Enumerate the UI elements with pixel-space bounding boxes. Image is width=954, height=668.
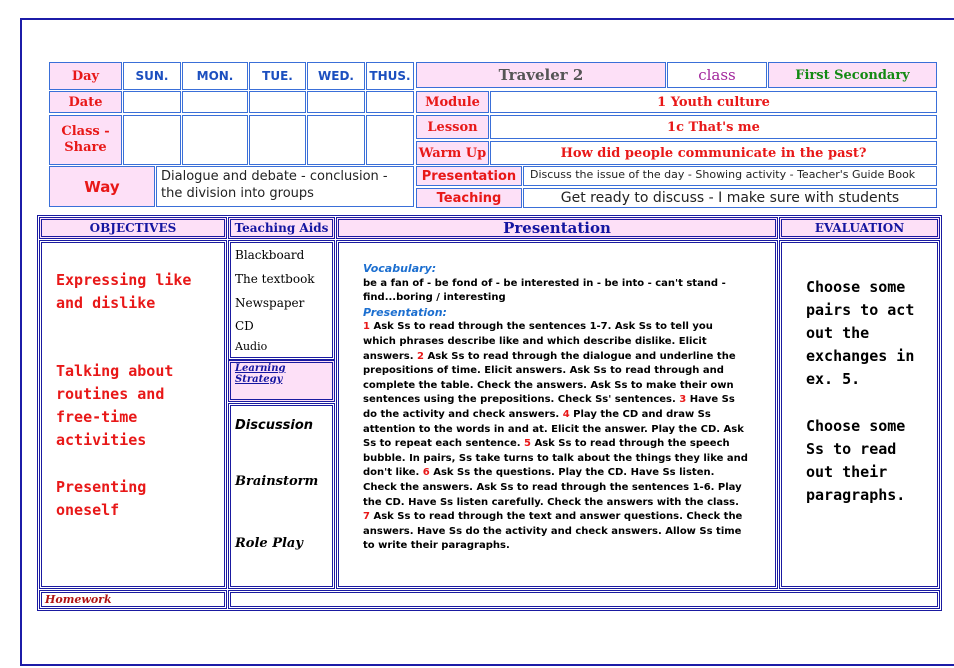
step-text: Ask Ss to read through the text and answer questions. Check the answers. Have Ss do the activity and check answers. Allow Ss time to write their paragraphs. [363, 511, 743, 552]
date-sun-cell [123, 91, 181, 113]
homework-value-cell[interactable] [228, 590, 940, 609]
objectives-header: OBJECTIVES [39, 217, 227, 239]
share-tue-cell [249, 115, 306, 165]
class-label: class [667, 62, 767, 88]
presentation-steps [363, 320, 748, 554]
teaching-label: Teaching [416, 188, 522, 208]
share-wed-cell [307, 115, 365, 165]
module-label: Module [416, 91, 489, 113]
presentation-summary: Discuss the issue of the day - Showing activity - Teacher's Guide Book [523, 166, 937, 186]
homework-label-cell [39, 590, 227, 609]
step-number: 3 [679, 394, 687, 406]
aid-item: Blackboard [235, 248, 305, 262]
step-text: Ask Ss to read through the sentences 1-7. Ask Ss to tell you which phrases describe like and which describe dislike. Elicit answers. [363, 321, 713, 362]
day-sun: SUN. [123, 62, 181, 90]
presentation-cell [336, 240, 778, 589]
day-mon: MON. [182, 62, 248, 90]
evaluation-item: Choose some Ss to read out their paragraphs. [806, 417, 906, 504]
step-text: Ask Ss the questions. Play the CD. Have Ss listen. Check the answers. Ask Ss to read through the sentences 1-6. Play the CD. Have Ss listen carefully. Check the answers with the class. [363, 467, 742, 508]
share-mon-cell [182, 115, 248, 165]
step-text: Play the CD and draw Ss attention to the words in and at. Elicit the answer. Play the CD. Ask Ss to repeat each sentence. [363, 408, 744, 450]
teaching-aids-list [235, 243, 315, 357]
class-value: First Secondary [768, 62, 937, 88]
vocab-text: be a fan of - be fond of - be interested in - be into - can't stand - find...boring / interesting [363, 277, 726, 304]
presentation-body [363, 262, 748, 554]
step-text: Ask Ss to read through the dialogue and underline the prepositions of time. Elicit answers. Ask Ss to read through and complete the table. Check the answers. Ask Ss to make their own sentences using the prepositions. Check Ss' sentences. [363, 350, 736, 406]
aid-item: Newspaper [235, 296, 305, 310]
step-number: 2 [417, 350, 424, 362]
date-thus-cell [366, 91, 414, 113]
way-label: Way [49, 166, 155, 207]
presentation-header: Presentation [336, 217, 778, 239]
day-tue: TUE. [249, 62, 306, 90]
objective-item: Talking about routines and free-time activities [56, 362, 174, 449]
homework-label: Homework [45, 593, 112, 606]
strategy-item: Discussion [235, 418, 314, 433]
objectives-cell [39, 240, 227, 589]
step-number: 4 [562, 408, 570, 420]
lesson-value: 1c That's me [490, 115, 937, 139]
teaching-aids-cell [228, 240, 335, 360]
evaluation-item: Choose some pairs to act out the exchanges in ex. 5. [806, 278, 915, 388]
step-number: 7 [363, 511, 370, 523]
learning-strategy-label: Learning Strategy [235, 363, 286, 385]
aid-item: Audio [235, 340, 268, 353]
way-value: Dialogue and debate - conclusion - the division into groups [156, 166, 414, 207]
presentation-label: Presentation [416, 166, 522, 186]
evaluation-cell [779, 240, 940, 589]
warmup-label: Warm Up [416, 141, 489, 165]
presentation-heading: Presentation: [363, 305, 447, 319]
teaching-value: Get ready to discuss - I make sure with students [523, 188, 937, 208]
aid-item: CD [235, 319, 254, 333]
share-thus-cell [366, 115, 414, 165]
date-label: Date [49, 91, 122, 113]
date-tue-cell [249, 91, 306, 113]
step-text: Ask Ss to read through the speech bubble. In pairs, Ss take turns to talk about the things they like and don't like. [363, 438, 748, 479]
learning-strategy-cell [228, 403, 335, 589]
objective-item: Presenting oneself [56, 478, 147, 519]
lesson-label: Lesson [416, 115, 489, 139]
teaching-aids-header: Teaching Aids [228, 217, 335, 239]
step-number: 5 [524, 438, 531, 450]
module-value: 1 Youth culture [490, 91, 937, 113]
strategy-item: Brainstorm [235, 474, 319, 489]
vocab-heading: Vocabulary: [363, 262, 437, 275]
share-sun-cell [123, 115, 181, 165]
class-share-label: Class - Share [49, 115, 122, 165]
day-wed: WED. [307, 62, 365, 90]
book-title: Traveler 2 [416, 62, 666, 88]
evaluation-header: EVALUATION [779, 217, 940, 239]
date-wed-cell [307, 91, 365, 113]
step-number: 6 [422, 467, 430, 479]
strategy-item: Role Play [235, 536, 303, 551]
objective-item: Expressing like and dislike [56, 271, 192, 312]
day-label: Day [49, 62, 122, 90]
step-text: Have Ss do the activity and check answers. [363, 394, 735, 420]
aid-item: The textbook [235, 272, 315, 286]
date-mon-cell [182, 91, 248, 113]
day-thus: THUS. [366, 62, 414, 90]
warmup-value: How did people communicate in the past? [490, 141, 937, 165]
learning-strategy-label-cell [228, 360, 335, 402]
step-number: 1 [363, 321, 370, 333]
